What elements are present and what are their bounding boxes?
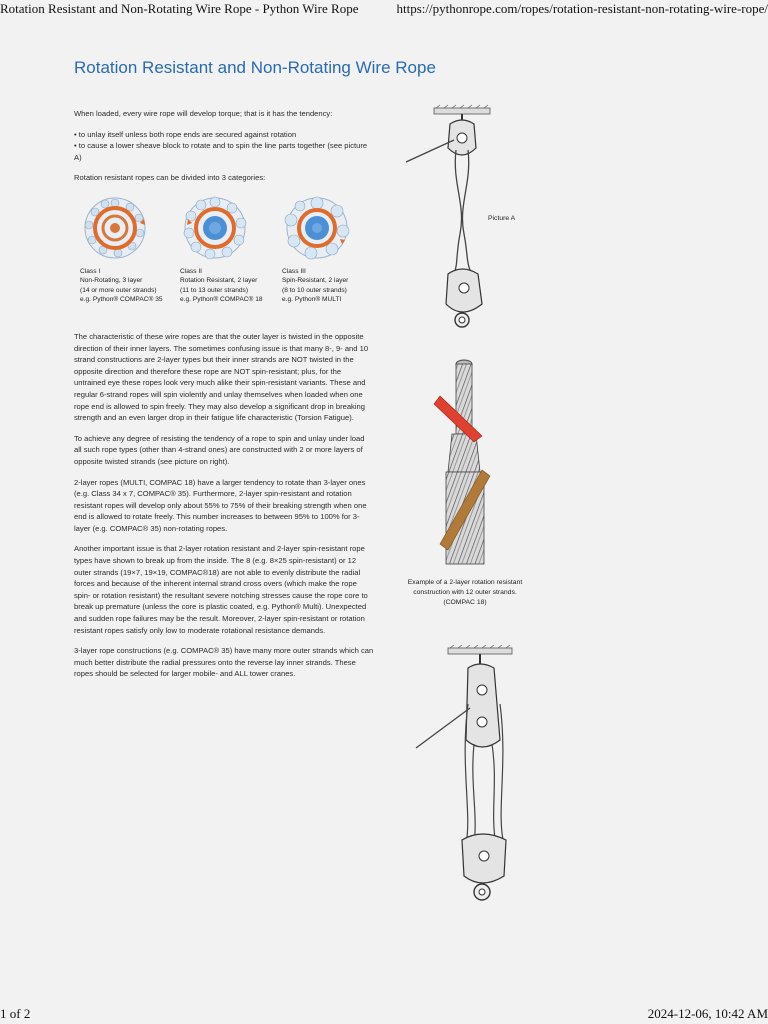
categories-intro: Rotation resistant ropes can be divided into 3 categories: <box>74 173 266 183</box>
intro-text: When loaded, every wire rope will develop torque; that is it has the tendency: <box>74 109 333 118</box>
rope-construction-caption: Example of a 2-layer rotation resistant construction with 12 outer strands. (COMPAC 18) <box>407 579 523 606</box>
class-1-name: Class I <box>80 267 101 275</box>
picture-a-label: Picture A <box>488 215 516 222</box>
print-header-title: Rotation Resistant and Non-Rotating Wire Rope - Python Wire Rope <box>0 1 359 16</box>
class-3-example: e.g. Python® MULTI <box>282 296 342 304</box>
class-2-caption <box>180 267 280 305</box>
print-timestamp: 2024-12-06, 10:42 AM <box>647 1006 768 1021</box>
tendency-list <box>74 129 374 164</box>
paragraph-characteristic: The characteristic of these wire ropes are that the outer layer is twisted in the opposite direction of their inner layers. The sometimes confusing issue is that many 8-, 9- and 10 strand constructions are 2-layer types but their inner strands are NOT twisted in the opposite direction and therefore these rope are NOT spin-resistant; plus, for the untrained eye these ropes look very much alike their spin-resistant variants. These and regular 6-strand ropes will spin violently and unlay themselves when loaded when one rope end is allowed to spin freely. They may also develop a significant drop in breaking strength and an even larger drop in their fatigue life characteristic (Torsion Fatigue). <box>74 331 369 423</box>
class-2-example: e.g. Python® COMPAC® 18 <box>180 296 263 304</box>
rope-classes <box>74 193 374 319</box>
class-2-desc: Rotation Resistant, 2 layer <box>180 277 258 285</box>
print-header <box>0 0 768 20</box>
class-3-cross-section-icon <box>282 193 352 263</box>
paragraph-three-layer: 3-layer rope constructions (e.g. COMPAC® 35) have many more outer strands which can much better distribute the radial pressures onto the reverse lay inner strands. These ropes should be selected for larger mobile- and ALL tower cranes. <box>74 646 374 679</box>
paragraph-break-up: Another important issue is that 2-layer rotation resistant and 2-layer spin-resistant rope types have shown to break up from the inside. The 8 (e.g. 8×25 spin-resistant) or 12 outer strands (19×7, 19×19, COMPAC®18) are not able to evenly distribute the radial forces and because of the inherent internal strand cross overs (which make the rope spin- or rotation resistant) the resultant severe notching stresses cause the rope core to break up premature (unless the core is plastic coated, e.g. Python® Multi). Unexpected and sudden rope failures may be the result. Moreover, 2-layer spin-resistant or rotation resistant ropes satisfy only low to moderate rotational resistance demands. <box>74 544 368 635</box>
tendency-item: • to unlay itself unless both rope ends are secured against rotation <box>74 129 297 139</box>
class-3 <box>282 193 382 305</box>
page-count: 1 of 2 <box>0 1006 31 1021</box>
class-1 <box>80 193 180 305</box>
class-1-strands: (14 or more outer strands) <box>80 286 157 294</box>
class-3-caption <box>282 267 382 305</box>
class-1-cross-section-icon <box>80 193 150 263</box>
print-header-url[interactable]: https://pythonrope.com/ropes/rotation-resistant-non-rotating-wire-rope/ <box>396 1 768 16</box>
class-2-name: Class II <box>180 267 202 275</box>
multi-part-reeving-illustration <box>412 644 532 906</box>
class-2-cross-section-icon <box>180 193 250 263</box>
tendency-item: • to cause a lower sheave block to rotate and to spin the line parts together (see picture A) <box>74 141 368 162</box>
class-1-example: e.g. Python® COMPAC® 35 <box>80 296 163 304</box>
class-2 <box>180 193 280 305</box>
paragraph-two-layer: 2-layer ropes (MULTI, COMPAC 18) have a larger tendency to rotate than 3-layer ones (e.g. Class 34 x 7, COMPAC® 35). Furthermore, 2-layer spin-resistant and rotation resistant ropes will develop only about 55% to 75% of their breaking strength when one end is allowed to rotate freely. This number increases to between 95% to 100% for 3-layer (e.g. COMPAC® 35) non-rotating ropes. <box>74 477 367 533</box>
class-3-strands: (8 to 10 outer strands) <box>282 286 347 294</box>
class-3-desc: Spin-Resistant, 2 layer <box>282 277 349 285</box>
rope-construction-illustration <box>424 352 504 572</box>
paragraph-resisting: To achieve any degree of resisting the tendency of a rope to spin and unlay under load all such rope types (other than 4-strand ones) are constructed with 2 or more layers of opposite twisted strands (see picture on right). <box>74 433 365 466</box>
page-title: Rotation Resistant and Non-Rotating Wire Rope <box>74 58 436 77</box>
class-1-caption <box>80 267 180 305</box>
class-1-desc: Non-Rotating, 3 layer <box>80 277 143 285</box>
class-2-strands: (11 to 13 outer strands) <box>180 286 249 294</box>
class-3-name: Class III <box>282 267 306 275</box>
article-body <box>74 108 374 689</box>
print-footer <box>0 1004 768 1024</box>
